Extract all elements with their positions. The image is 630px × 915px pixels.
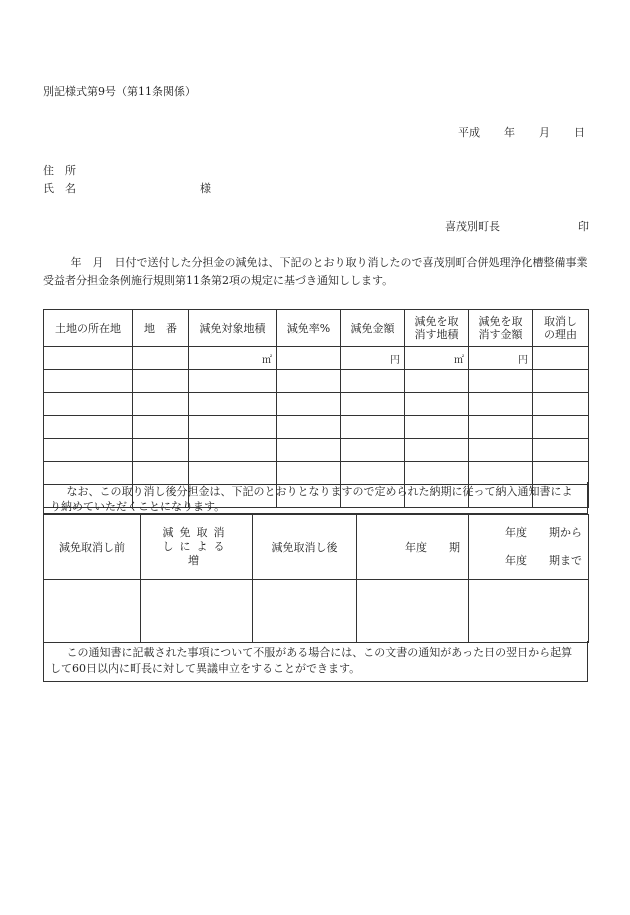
table-cell[interactable] [341,439,405,462]
payment-notice [43,482,588,514]
body-text: 年 月 日付で送付した分担金の減免は、下記のとおり取り消したので喜茂別町合併処理浄化槽整備事業受益者分担金条例施行規則第11条第2項の規定に基づき通知しします。 [43,256,588,287]
table-row [44,370,589,393]
table-row [44,416,589,439]
date-line [458,124,585,140]
appeal-notice [43,641,588,682]
table-cell[interactable] [405,393,469,416]
table-cell[interactable] [533,370,589,393]
header-cell: 地 番 [133,310,189,347]
table-cell[interactable] [341,370,405,393]
table-row [44,580,589,643]
table-cell[interactable] [277,347,341,370]
table-cell[interactable] [133,347,189,370]
table-cell[interactable] [357,580,469,643]
date-day: 日 [574,126,585,139]
table-cell[interactable] [44,439,133,462]
table-row [44,393,589,416]
table-header-row [44,310,589,347]
table-cell[interactable] [189,416,277,439]
table-cell[interactable]: ㎡ [405,347,469,370]
table-cell[interactable] [277,416,341,439]
table-cell[interactable] [189,370,277,393]
table-cell[interactable] [533,393,589,416]
header-increase: 減免取消しによる増 [141,515,253,580]
table-cell[interactable] [405,416,469,439]
table-cell[interactable] [44,580,141,643]
table-cell[interactable] [469,393,533,416]
name-suffix: 様 [200,182,211,195]
table-row [44,439,589,462]
table-cell[interactable] [253,580,357,643]
period-to: 年度 期まで [505,554,582,567]
period-from: 年度 期から [505,526,582,539]
address-label: 住 所 [43,164,76,177]
table-cell[interactable] [44,416,133,439]
header-period-range [469,515,589,580]
table-cell[interactable] [277,370,341,393]
header-cell: 減免対象地積 [189,310,277,347]
name-label: 氏 名 [43,182,76,195]
header-cell: 取消しの理由 [533,310,589,347]
table-cell[interactable] [341,393,405,416]
table-cell[interactable] [141,580,253,643]
header-cell: 減免金額 [341,310,405,347]
charge-table [43,514,589,643]
table-cell[interactable] [133,416,189,439]
header-cell: 減免を取消す地積 [405,310,469,347]
header-fiscal-period: 年度 期 [357,515,469,580]
table-cell[interactable] [133,439,189,462]
table-cell[interactable] [533,416,589,439]
table-cell[interactable] [469,580,589,643]
form-title: 別記様式第9号（第11条関係） [43,85,196,98]
table-cell[interactable] [44,370,133,393]
table-cell[interactable] [405,370,469,393]
header-before: 減免取消し前 [44,515,141,580]
table-cell[interactable]: ㎡ [189,347,277,370]
header-after: 減免取消し後 [253,515,357,580]
table-cell[interactable] [405,439,469,462]
table-cell[interactable] [277,439,341,462]
table-cell[interactable] [469,416,533,439]
appeal-notice-text: この通知書に記載された事項について不服がある場合には、この文書の通知があった日の翌日から起算して60日以内に町長に対して異議申立をすることができます。 [50,646,573,675]
table-cell[interactable] [341,416,405,439]
header-cell: 土地の所在地 [44,310,133,347]
date-month: 月 [539,126,550,139]
table-cell[interactable]: 円 [341,347,405,370]
date-era: 平成 [458,126,480,139]
table-cell[interactable] [44,347,133,370]
table-row [44,347,589,370]
table-cell[interactable] [133,393,189,416]
seal-mark: 印 [578,220,589,233]
table-cell[interactable] [469,439,533,462]
table-cell[interactable] [533,439,589,462]
table-cell[interactable]: 円 [469,347,533,370]
header-cell: 減免率% [277,310,341,347]
table-cell[interactable] [533,347,589,370]
exemption-table [43,309,589,508]
table-cell[interactable] [189,439,277,462]
table-cell[interactable] [133,370,189,393]
table-cell[interactable] [189,393,277,416]
charge-header-row [44,515,589,580]
sender-name: 喜茂別町長 [445,220,500,233]
table-cell[interactable] [44,393,133,416]
header-cell: 減免を取消す金額 [469,310,533,347]
table-cell[interactable] [469,370,533,393]
payment-notice-text: なお、この取り消し後分担金は、下記のとおりとなりますので定められた納期に従って納入通知書により納めていただくことになります。 [50,485,573,513]
date-year: 年 [504,126,515,139]
table-cell[interactable] [277,393,341,416]
